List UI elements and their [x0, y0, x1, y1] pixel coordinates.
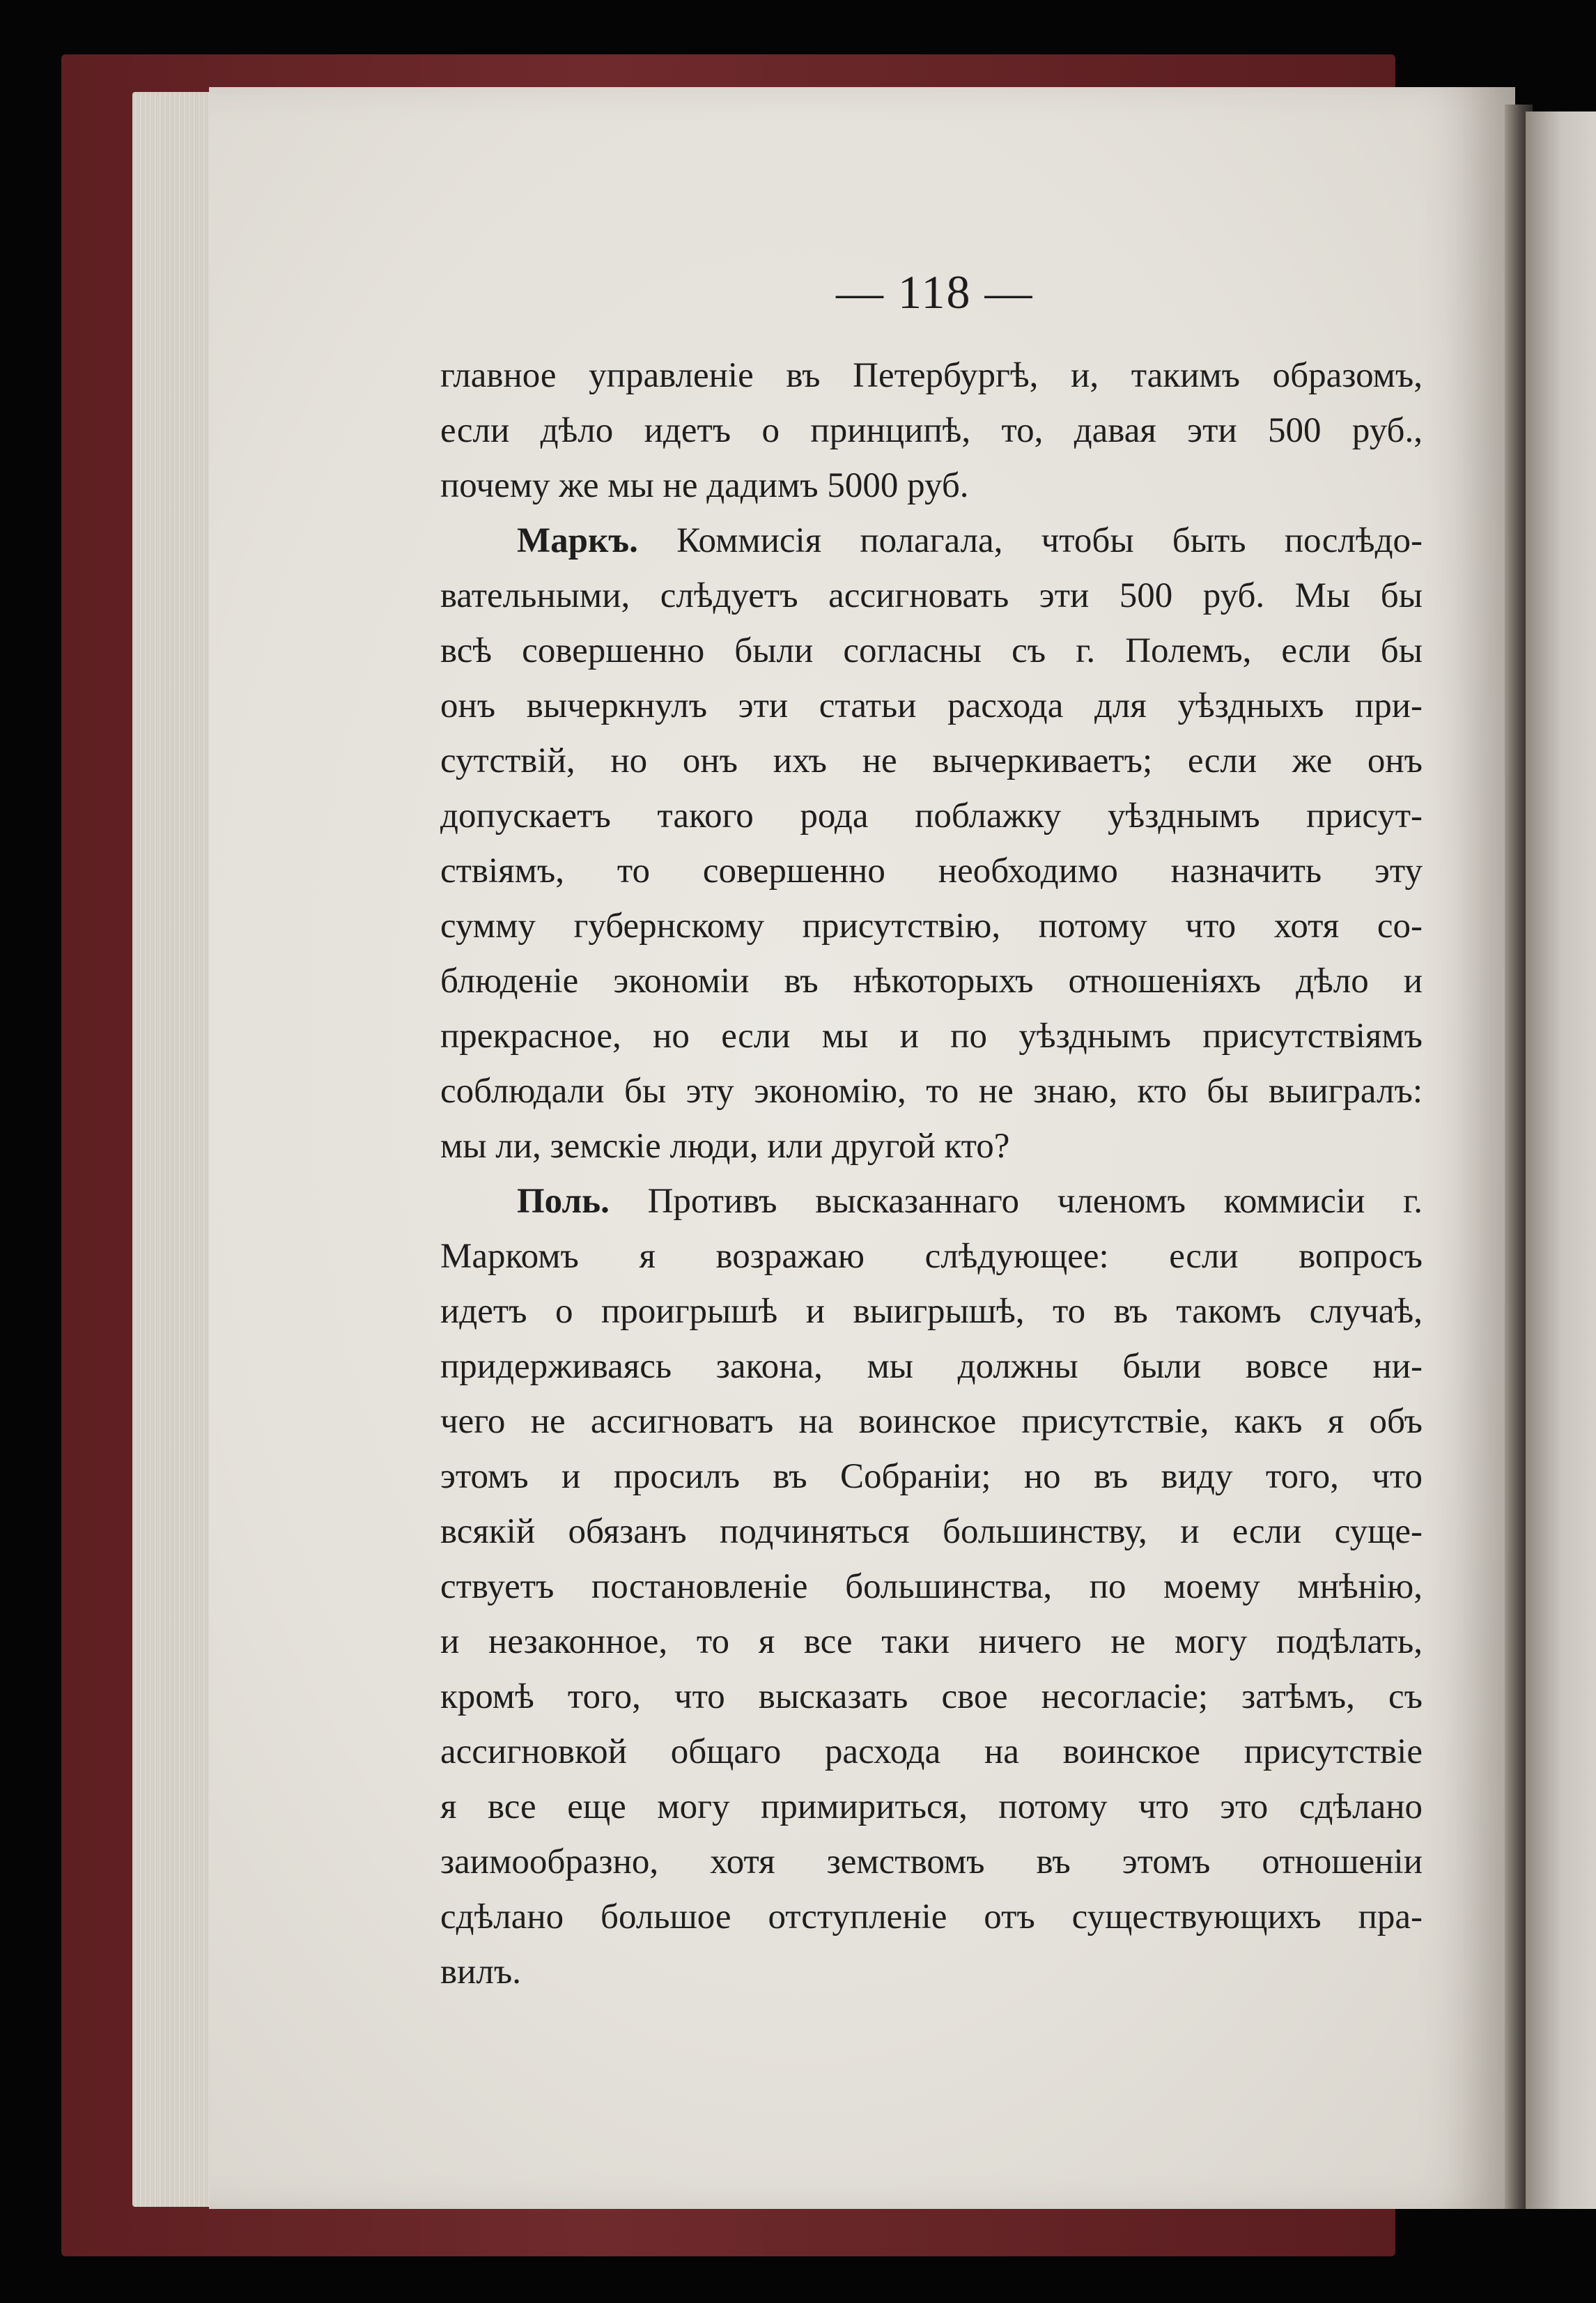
- text-body: [440, 348, 1423, 2000]
- text-segment: Коммисія полагала, чтобы быть послѣдо-: [676, 521, 1423, 560]
- text-line: онъ вычеркнулъ эти статьи расхода для уѣздныхъ при-: [440, 686, 1423, 725]
- text-line: ствіямъ, то совершенно необходимо назначить эту: [440, 852, 1423, 891]
- text-line: я все еще могу примириться, потому что это сдѣлано: [440, 1787, 1423, 1826]
- adjacent-page: [1526, 111, 1596, 2209]
- text-line: всѣ совершенно были согласны съ г. Полемъ, если бы: [440, 631, 1423, 670]
- text-line: если дѣло идетъ о принципѣ, то, давая эти 500 руб.,: [440, 411, 1423, 450]
- text-line: соблюдали бы эту экономію, то не знаю, кто бы выигралъ:: [440, 1072, 1423, 1111]
- text-line: этомъ и просилъ въ Собраніи; но въ виду того, что: [440, 1457, 1423, 1496]
- text-line: чего не ассигноватъ на воинское присутствіе, какъ я объ: [440, 1402, 1423, 1441]
- text-line: идетъ о проигрышѣ и выигрышѣ, то въ такомъ случаѣ,: [440, 1292, 1423, 1331]
- text-line: сдѣлано большое отступленіе отъ существующихъ пра-: [440, 1897, 1423, 1936]
- text-line: ствуетъ постановленіе большинства, по моему мнѣнію,: [440, 1567, 1423, 1606]
- text-line: главное управленіе въ Петербургѣ, и, такимъ образомъ,: [440, 356, 1423, 395]
- text-line: сумму губернскому присутствію, потому что хотя со-: [440, 907, 1423, 946]
- text-line: блюденіе экономіи въ нѣкоторыхъ отношеніяхъ дѣло и: [440, 962, 1423, 1001]
- speaker-name: Поль.: [517, 1182, 610, 1221]
- paragraph: [440, 514, 1423, 1174]
- text-line: заимообразно, хотя земствомъ въ этомъ отношеніи: [440, 1842, 1423, 1881]
- text-line: кромѣ того, что высказать свое несогласіе; затѣмъ, съ: [440, 1677, 1423, 1716]
- text-line: придерживаясь закона, мы должны были вовсе ни-: [440, 1347, 1423, 1386]
- speaker-name: Маркъ.: [517, 521, 638, 560]
- text-line: [440, 514, 1423, 569]
- text-segment: Противъ высказаннаго членомъ коммисіи г.: [647, 1182, 1423, 1221]
- text-line: вилъ.: [440, 1952, 521, 1992]
- text-line: сутствій, но онъ ихъ не вычеркиваетъ; если же онъ: [440, 741, 1423, 780]
- paragraph: [440, 1174, 1423, 2000]
- text-line: почему же мы не дадимъ 5000 руб.: [440, 466, 969, 505]
- text-line: прекрасное, но если мы и по уѣзднымъ присутствіямъ: [440, 1017, 1423, 1056]
- text-line: допускаетъ такого рода поблажку уѣзднымъ присут-: [440, 796, 1423, 835]
- paragraph: [440, 348, 1423, 514]
- page-number: — 118 —: [836, 265, 1034, 318]
- text-line: [440, 1174, 1423, 1229]
- text-line: ассигновкой общаго расхода на воинское присутствіе: [440, 1732, 1423, 1771]
- text-line: всякій обязанъ подчиняться большинству, и если суще-: [440, 1512, 1423, 1551]
- text-line: Маркомъ я возражаю слѣдующее: если вопросъ: [440, 1237, 1423, 1276]
- text-line: мы ли, земскіе люди, или другой кто?: [440, 1127, 1010, 1166]
- text-line: вательными, слѣдуетъ ассигновать эти 500 руб. Мы бы: [440, 576, 1423, 615]
- text-line: и незаконное, то я все таки ничего не могу подѣлать,: [440, 1622, 1423, 1661]
